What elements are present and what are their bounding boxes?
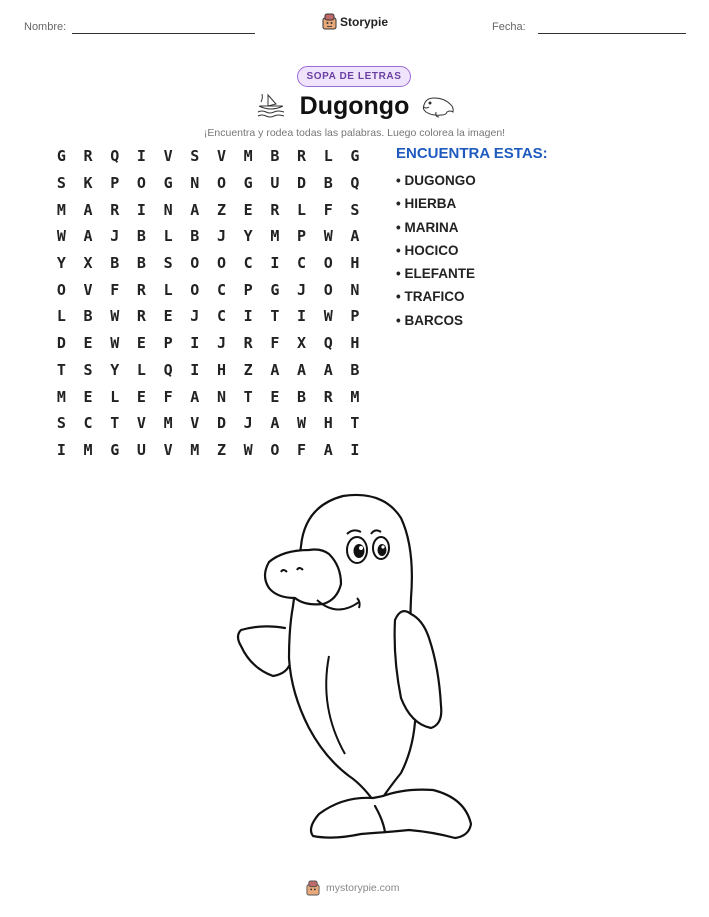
title-row xyxy=(0,90,709,126)
grid-letter[interactable]: W xyxy=(110,307,120,326)
grid-letter[interactable]: J xyxy=(190,307,200,326)
grid-letter[interactable]: A xyxy=(350,227,360,246)
grid-letter[interactable]: C xyxy=(243,254,253,273)
grid-letter[interactable]: I xyxy=(136,147,146,166)
grid-letter[interactable]: X xyxy=(83,254,93,273)
grid-letter[interactable]: Y xyxy=(110,360,120,379)
grid-letter[interactable]: M xyxy=(56,387,66,406)
dugong-illustration[interactable] xyxy=(233,488,478,848)
grid-letter[interactable]: O xyxy=(270,440,280,459)
word-list-title: ENCUENTRA ESTAS: xyxy=(396,145,548,162)
grid-letter[interactable]: S xyxy=(56,174,66,193)
grid-letter[interactable]: Q xyxy=(350,174,360,193)
grid-letter[interactable]: J xyxy=(216,334,226,353)
grid-letter[interactable]: J xyxy=(216,227,226,246)
activity-badge: SOPA DE LETRAS xyxy=(297,66,411,87)
grid-letter[interactable]: Z xyxy=(216,200,226,219)
grid-letter[interactable]: C xyxy=(216,280,226,299)
grid-letter[interactable]: V xyxy=(83,280,93,299)
date-label: Fecha: xyxy=(492,21,526,33)
grid-letter[interactable]: N xyxy=(350,280,360,299)
grid-letter[interactable]: B xyxy=(110,254,120,273)
grid-letter[interactable]: G xyxy=(110,440,120,459)
letter-grid[interactable] xyxy=(48,143,368,463)
grid-letter[interactable]: I xyxy=(350,440,360,459)
grid-letter[interactable]: R xyxy=(297,147,307,166)
grid-letter[interactable]: A xyxy=(270,414,280,433)
grid-letter[interactable]: M xyxy=(163,414,173,433)
grid-letter[interactable]: T xyxy=(110,414,120,433)
grid-letter[interactable]: O xyxy=(323,254,333,273)
grid-letter[interactable]: A xyxy=(323,360,333,379)
grid-letter[interactable]: Q xyxy=(110,147,120,166)
grid-letter[interactable]: V xyxy=(136,414,146,433)
grid-letter[interactable]: O xyxy=(216,254,226,273)
word-item: • HOCICO xyxy=(396,242,459,258)
grid-letter[interactable]: E xyxy=(83,334,93,353)
grid-letter[interactable]: D xyxy=(297,174,307,193)
grid-letter[interactable]: L xyxy=(297,200,307,219)
grid-letter[interactable]: K xyxy=(83,174,93,193)
grid-letter[interactable]: H xyxy=(323,414,333,433)
grid-letter[interactable]: T xyxy=(270,307,280,326)
grid-letter[interactable]: A xyxy=(190,200,200,219)
name-label: Nombre: xyxy=(24,21,67,33)
grid-letter[interactable]: J xyxy=(297,280,307,299)
grid-letter[interactable]: E xyxy=(136,334,146,353)
grid-letter[interactable]: V xyxy=(163,440,173,459)
brand-name: Storypie xyxy=(340,14,389,29)
grid-letter[interactable]: I xyxy=(190,334,200,353)
grid-letter[interactable]: P xyxy=(350,307,360,326)
grid-letter[interactable]: A xyxy=(323,440,333,459)
grid-letter[interactable]: M xyxy=(243,147,253,166)
grid-letter[interactable]: R xyxy=(136,280,146,299)
grid-letter[interactable]: R xyxy=(270,200,280,219)
grid-letter[interactable]: I xyxy=(297,307,307,326)
grid-letter[interactable]: O xyxy=(323,280,333,299)
storypie-logo-icon xyxy=(322,13,337,30)
grid-letter[interactable]: R xyxy=(323,387,333,406)
grid-letter[interactable]: F xyxy=(297,440,307,459)
grid-letter[interactable]: Q xyxy=(163,360,173,379)
grid-letter[interactable]: P xyxy=(297,227,307,246)
grid-letter[interactable]: E xyxy=(83,387,93,406)
grid-letter[interactable]: P xyxy=(163,334,173,353)
grid-letter[interactable]: R xyxy=(136,307,146,326)
instructions: ¡Encuentra y rodea todas las palabras. Luego colorea la imagen! xyxy=(203,127,506,139)
grid-letter[interactable]: W xyxy=(243,440,253,459)
grid-letter[interactable]: A xyxy=(297,360,307,379)
grid-letter[interactable]: I xyxy=(243,307,253,326)
grid-letter[interactable]: B xyxy=(190,227,200,246)
grid-letter[interactable]: Y xyxy=(243,227,253,246)
grid-letter[interactable]: T xyxy=(350,414,360,433)
grid-letter[interactable]: B xyxy=(297,387,307,406)
grid-letter[interactable]: J xyxy=(110,227,120,246)
word-item: • TRAFICO xyxy=(396,289,465,305)
grid-letter[interactable]: R xyxy=(83,147,93,166)
grid-letter[interactable]: L xyxy=(323,147,333,166)
grid-letter[interactable]: E xyxy=(243,200,253,219)
grid-letter[interactable]: S xyxy=(83,360,93,379)
storypie-brand xyxy=(322,13,388,30)
grid-letter[interactable]: E xyxy=(136,387,146,406)
grid-letter[interactable]: F xyxy=(270,334,280,353)
date-line[interactable] xyxy=(538,33,686,34)
grid-letter[interactable]: B xyxy=(83,307,93,326)
grid-letter[interactable]: P xyxy=(243,280,253,299)
grid-letter[interactable]: W xyxy=(323,227,333,246)
grid-letter[interactable]: A xyxy=(270,360,280,379)
dugong-sketch-icon xyxy=(420,93,456,119)
grid-letter[interactable]: M xyxy=(83,440,93,459)
grid-letter[interactable]: G xyxy=(243,174,253,193)
grid-letter[interactable]: H xyxy=(216,360,226,379)
grid-letter[interactable]: O xyxy=(216,174,226,193)
grid-letter[interactable]: A xyxy=(83,227,93,246)
grid-letter[interactable]: E xyxy=(270,387,280,406)
grid-letter[interactable]: G xyxy=(56,147,66,166)
grid-letter[interactable]: F xyxy=(110,280,120,299)
grid-letter[interactable]: G xyxy=(270,280,280,299)
word-item: • DUGONGO xyxy=(396,173,476,188)
grid-letter[interactable]: S xyxy=(163,254,173,273)
word-item: • MARINA xyxy=(396,219,459,235)
grid-letter[interactable]: U xyxy=(270,174,280,193)
word-list xyxy=(396,171,476,334)
grid-letter[interactable]: D xyxy=(56,334,66,353)
grid-letter[interactable]: C xyxy=(297,254,307,273)
grid-letter[interactable]: L xyxy=(110,387,120,406)
grid-letter[interactable]: B xyxy=(136,254,146,273)
word-item: • HIERBA xyxy=(396,196,457,212)
grid-letter[interactable]: N xyxy=(163,200,173,219)
grid-letter[interactable]: H xyxy=(350,254,360,273)
grid-letter[interactable]: D xyxy=(216,414,226,433)
grid-letter[interactable]: M xyxy=(190,440,200,459)
grid-letter[interactable]: L xyxy=(163,227,173,246)
grid-letter[interactable]: S xyxy=(56,414,66,433)
grid-letter[interactable]: O xyxy=(136,174,146,193)
grid-letter[interactable]: P xyxy=(110,174,120,193)
footer-site[interactable]: mystorypie.com xyxy=(326,882,400,894)
grid-letter[interactable]: T xyxy=(56,360,66,379)
grid-letter[interactable]: M xyxy=(270,227,280,246)
grid-letter[interactable]: V xyxy=(190,414,200,433)
grid-letter[interactable]: C xyxy=(216,307,226,326)
grid-letter[interactable]: G xyxy=(350,147,360,166)
grid-letter[interactable]: I xyxy=(270,254,280,273)
grid-letter[interactable]: N xyxy=(216,387,226,406)
grid-letter[interactable]: Z xyxy=(243,360,253,379)
grid-letter[interactable]: O xyxy=(190,280,200,299)
grid-letter[interactable]: V xyxy=(216,147,226,166)
grid-letter[interactable]: O xyxy=(190,254,200,273)
word-item: • ELEFANTE xyxy=(396,266,475,282)
grid-letter[interactable]: M xyxy=(56,200,66,219)
grid-letter[interactable]: S xyxy=(350,200,360,219)
storypie-logo-icon xyxy=(306,880,320,896)
word-item: • BARCOS xyxy=(396,312,463,328)
grid-letter[interactable]: W xyxy=(56,227,66,246)
grid-letter[interactable]: N xyxy=(190,174,200,193)
grid-letter[interactable]: V xyxy=(163,147,173,166)
grid-letter[interactable]: R xyxy=(110,200,120,219)
grid-letter[interactable]: W xyxy=(110,334,120,353)
grid-letter[interactable]: L xyxy=(163,280,173,299)
grid-letter[interactable]: M xyxy=(350,387,360,406)
grid-letter[interactable]: I xyxy=(190,360,200,379)
footer xyxy=(306,880,400,896)
grid-letter[interactable]: B xyxy=(323,174,333,193)
grid-letter[interactable]: X xyxy=(297,334,307,353)
grid-letter[interactable]: Y xyxy=(56,254,66,273)
grid-letter[interactable]: B xyxy=(270,147,280,166)
grid-letter[interactable]: I xyxy=(136,200,146,219)
grid-letter[interactable]: W xyxy=(323,307,333,326)
grid-letter[interactable]: H xyxy=(350,334,360,353)
grid-letter[interactable]: W xyxy=(297,414,307,433)
grid-letter[interactable]: A xyxy=(83,200,93,219)
grid-letter[interactable]: I xyxy=(56,440,66,459)
grid-letter[interactable]: B xyxy=(136,227,146,246)
grid-letter[interactable]: L xyxy=(56,307,66,326)
grid-letter[interactable]: E xyxy=(163,307,173,326)
page-title: Dugongo xyxy=(299,92,410,120)
grid-letter[interactable]: F xyxy=(163,387,173,406)
grid-letter[interactable]: U xyxy=(136,440,146,459)
grid-letter[interactable]: O xyxy=(56,280,66,299)
name-line[interactable] xyxy=(72,33,255,34)
grid-letter[interactable]: B xyxy=(350,360,360,379)
grid-letter[interactable]: F xyxy=(323,200,333,219)
grid-letter[interactable]: Z xyxy=(216,440,226,459)
grid-letter[interactable]: J xyxy=(243,414,253,433)
grid-letter[interactable]: C xyxy=(83,414,93,433)
grid-letter[interactable]: L xyxy=(136,360,146,379)
grid-letter[interactable]: Q xyxy=(323,334,333,353)
grid-letter[interactable]: T xyxy=(243,387,253,406)
grid-letter[interactable]: A xyxy=(190,387,200,406)
grid-letter[interactable]: R xyxy=(243,334,253,353)
grid-letter[interactable]: G xyxy=(163,174,173,193)
grid-letter[interactable]: S xyxy=(190,147,200,166)
